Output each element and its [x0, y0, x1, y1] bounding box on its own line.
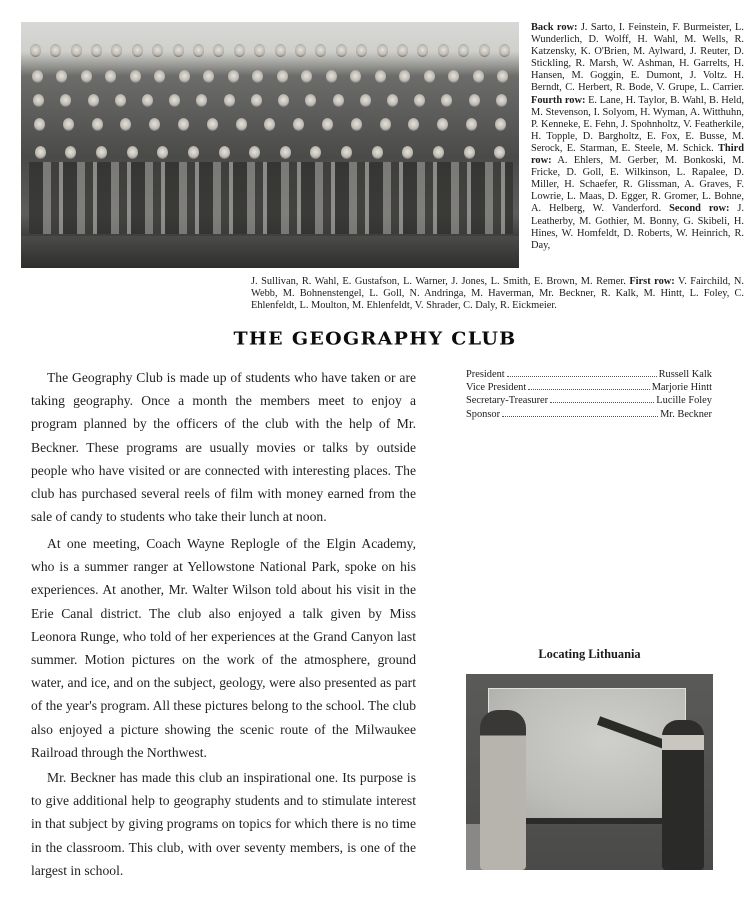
officer-role: President	[466, 369, 505, 380]
caption-label-back-row: Back row:	[531, 22, 578, 33]
caption-label-fourth-row: Fourth row:	[531, 94, 586, 106]
body-paragraph-purpose: Mr. Beckner has made this club an inspirational one. Its purpose is to give additional help to geography students and to stimulate interest in that subject by giving programs on topics for which there is no time in the classroom. This club, with over seventy members, is one of the largest in school.	[31, 770, 416, 878]
officer-role: Secretary-Treasurer	[466, 395, 549, 407]
group-photo	[21, 22, 519, 268]
photo-row-third	[25, 94, 515, 107]
photo-floor	[21, 236, 519, 268]
caption-label-second-row: Second row:	[669, 203, 730, 215]
officer-name: Marjorie Hintt	[651, 382, 712, 394]
officer-role: Sponsor	[466, 408, 501, 420]
dot-leader	[502, 416, 658, 417]
body-paragraph-intro: The Geography Club is made up of students who have taken or are taking geography. Once a month the members meet to enjoy a program planned by the officers of the club with the help of Mr. Beckner. These programs are usually movies or talks by outside people who have visited or are connected with interesting places. The club has purchased several reels of film with money earned from the sale of candy to students who take their lunch at noon.	[31, 370, 416, 525]
officer-row-sponsor	[466, 408, 712, 421]
officer-role: Vice President	[466, 382, 527, 394]
page-title: THE GEOGRAPHY CLUB	[233, 328, 517, 350]
caption-text-third-row: A. Ehlers, M. Gerber, M. Bonkoski, M. Fricke, D. Goll, E. Wilkinson, L. Rapalee, D. Miller, H. Schaefer, R. Glissman, A. Graves, F. Lowrie, L. Maas, D. Egger, R. Gromer, L. Bohne, A. Helberg, W. Vanderford.	[531, 155, 744, 215]
photo-row-back	[25, 44, 515, 57]
photo-row-fourth	[25, 70, 515, 83]
photo-seated-row	[29, 162, 513, 234]
side-photo-caption: Locating Lithuania	[538, 647, 641, 661]
side-photo-map-scene	[466, 674, 713, 870]
officer-row-vice-president	[466, 381, 712, 394]
dot-leader	[550, 402, 654, 403]
photo-row-second	[25, 118, 515, 131]
officer-row-president	[466, 368, 712, 381]
caption-text-first-row: V. Fairchild, N. Webb, M. Bohnenstengel, L. Goll, N. Andringa, M. Haverman, Mr. Beckner, R. Kalk, M. Hintt, L. Foley, C. Ehlenfeldt, L. Moulton, M. Ehlenfeldt, V. Shrader, C. Daly, R. Eickmeier.	[251, 276, 744, 312]
caption-text-second-row-cont: J. Sullivan, R. Wahl, E. Gustafson, L. Warner, J. Jones, L. Smith, E. Brown, M. Remer.	[251, 276, 630, 287]
officer-name: Mr. Beckner	[660, 408, 712, 420]
caption-label-first-row: First row:	[629, 276, 675, 287]
dot-leader	[507, 376, 657, 377]
caption-text-fourth-row: E. Lane, H. Taylor, B. Wahl, B. Held, M. Stevenson, I. Solyom, H. Wyman, A. Witthuhn, P. Kenneke, E. Fehn, J. Spohnholtz, V. Featherkile, H. Topple, D. Bargholtz, E. Fox, E. Busse, M. Serock, E. Starman, E. Steele, M. Schick.	[531, 94, 744, 154]
body-paragraph-meetings: At one meeting, Coach Wayne Replogle of the Elgin Academy, who is a summer ranger at Yellowstone National Park, spoke on his experiences. At another, Mr. Walter Wilson told about his visit in the Erie Canal district. The club also enjoyed a talk given by Miss Leonora Runge, who told of her experiences at the Grand Canyon last summer. Motion pictures on the work of the atmosphere, ground water, and ice, and on the subject, geology, were also presented as part of the year's program. All these pictures belong to the school. The club also enjoyed a picture showing the scenic route of the Milwaukee Railroad through the Northwest.	[31, 536, 416, 760]
officer-name: Lucille Foley	[656, 395, 712, 407]
officers-list	[466, 368, 712, 421]
caption-text-second-row: J. Leatherby, M. Gothier, M. Bonny, G. Skibeli, H. Hines, W. Homfeldt, D. Roberts, W. Heinrich, R. Day,	[531, 203, 744, 251]
caption-text-back-row: J. Sarto, I. Feinstein, F. Burmeister, L. Wunderlich, D. Wolff, H. Wahl, M. Wells, R. Katzensky, K. O'Brien, M. Aylward, J. Reuter, D. Stickling, R. Marsh, W. Ashman, H. Garrelts, H. Hansen, M. Goggin, E. Dumont, J. Voltz. H. Berndt, C. Herbert, R. Bode, V. Grupe, L. Carrier.	[531, 22, 744, 94]
student-figure-right	[662, 720, 704, 870]
photo-caption-bottom	[251, 276, 744, 312]
caption-label-third-row: Third row:	[531, 142, 744, 167]
student-figure-left	[480, 710, 526, 870]
photo-caption-right	[531, 22, 744, 252]
officer-name: Russell Kalk	[658, 369, 712, 380]
officer-row-secretary-treasurer	[466, 394, 712, 407]
dot-leader	[528, 389, 649, 390]
photo-row-first	[25, 146, 515, 159]
